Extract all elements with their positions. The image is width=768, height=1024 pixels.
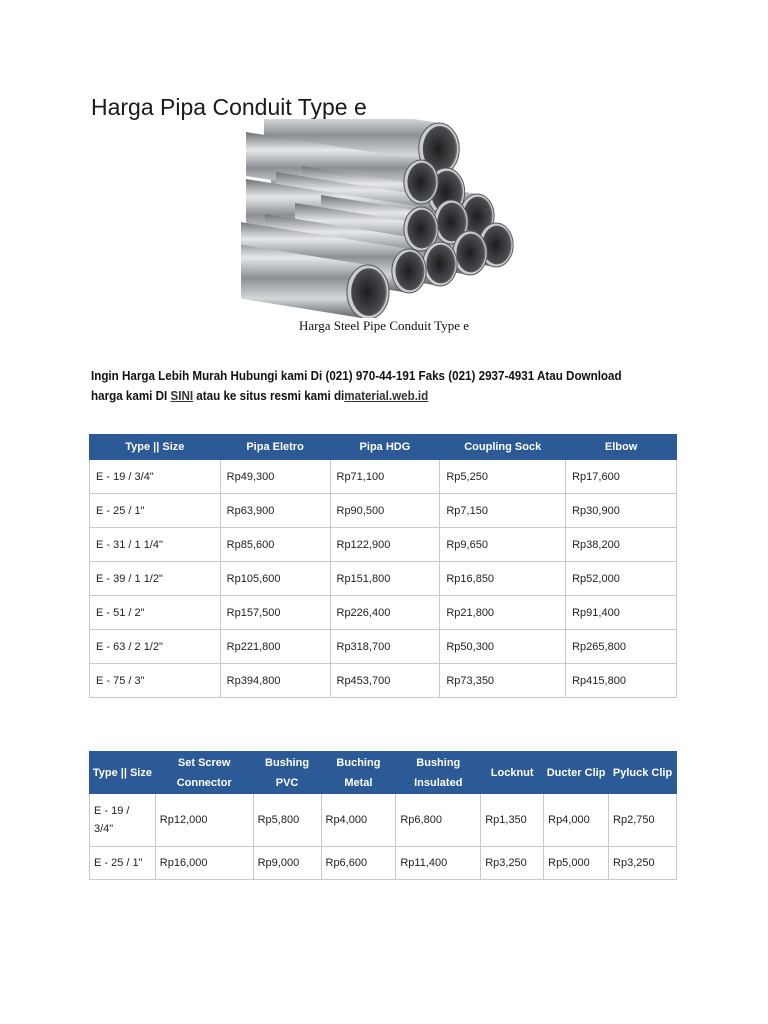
pipe-opening (426, 245, 455, 284)
price-cell: Rp90,500 (330, 494, 440, 528)
price-cell: Rp85,600 (220, 528, 330, 562)
table-row (90, 794, 677, 847)
table-row (90, 494, 677, 528)
pipe-opening (456, 234, 485, 273)
accessory-price-table (89, 751, 677, 880)
size-cell: E - 51 / 2" (90, 596, 221, 630)
table-row (90, 664, 677, 698)
price-cell: Rp7,150 (440, 494, 566, 528)
price-cell: Rp21,800 (440, 596, 566, 630)
table-row (90, 562, 677, 596)
table-row (90, 596, 677, 630)
column-header: Pyluck Clip (609, 752, 677, 794)
price-cell: Rp415,800 (566, 664, 677, 698)
size-cell: E - 19 / 3/4" (90, 794, 156, 847)
price-cell: Rp63,900 (220, 494, 330, 528)
price-cell: Rp49,300 (220, 460, 330, 494)
price-cell: Rp71,100 (330, 460, 440, 494)
price-cell: Rp16,000 (155, 847, 253, 880)
table-row (90, 528, 677, 562)
price-cell: Rp9,000 (253, 847, 321, 880)
table-row (90, 460, 677, 494)
pipe-opening (407, 163, 436, 202)
steel-pipes-image (241, 119, 515, 318)
pipe-opening (351, 268, 387, 316)
image-caption: Harga Steel Pipe Conduit Type e (298, 318, 470, 333)
column-header: Ducter Clip (544, 752, 609, 794)
page-title: Harga Pipa Conduit Type e (91, 94, 367, 120)
column-header: Bushing PVC (253, 752, 321, 794)
column-header: Coupling Sock (440, 435, 566, 460)
column-header: Locknut (481, 752, 544, 794)
column-header: Elbow (566, 435, 677, 460)
price-cell: Rp265,800 (566, 630, 677, 664)
price-cell: Rp3,250 (609, 847, 677, 880)
intro-text: Ingin Harga Lebih Murah Hubungi kami Di (021) 970-44-191 Faks (021) 2937-4931 Atau Download harga kami DI (91, 369, 622, 403)
column-header: Pipa Eletro (220, 435, 330, 460)
table-header-row (90, 435, 677, 460)
price-cell: Rp151,800 (330, 562, 440, 596)
size-cell: E - 75 / 3" (90, 664, 221, 698)
price-cell: Rp318,700 (330, 630, 440, 664)
table-row (90, 630, 677, 664)
intro-text-2: atau ke situs resmi kami di (193, 389, 345, 403)
download-link[interactable]: SINI (170, 389, 194, 403)
price-cell: Rp9,650 (440, 528, 566, 562)
intro-paragraph (91, 366, 640, 406)
price-cell: Rp73,350 (440, 664, 566, 698)
size-cell: E - 63 / 2 1/2" (90, 630, 221, 664)
table-row (90, 847, 677, 880)
price-cell: Rp5,800 (253, 794, 321, 847)
pipe-price-table (89, 434, 677, 698)
column-header: Buching Metal (321, 752, 396, 794)
price-cell: Rp221,800 (220, 630, 330, 664)
price-cell: Rp5,250 (440, 460, 566, 494)
price-cell: Rp12,000 (155, 794, 253, 847)
price-cell: Rp17,600 (566, 460, 677, 494)
table-header-row (90, 752, 677, 794)
price-cell: Rp38,200 (566, 528, 677, 562)
price-cell: Rp16,850 (440, 562, 566, 596)
pipe-opening (407, 210, 436, 249)
price-cell: Rp105,600 (220, 562, 330, 596)
price-cell: Rp11,400 (396, 847, 481, 880)
size-cell: E - 19 / 3/4" (90, 460, 221, 494)
price-cell: Rp52,000 (566, 562, 677, 596)
price-cell: Rp453,700 (330, 664, 440, 698)
price-cell: Rp5,000 (544, 847, 609, 880)
website-link[interactable]: material.web.id (344, 389, 429, 403)
price-cell: Rp3,250 (481, 847, 544, 880)
size-cell: E - 39 / 1 1/2" (90, 562, 221, 596)
price-cell: Rp6,800 (396, 794, 481, 847)
column-header: Pipa HDG (330, 435, 440, 460)
pipe-opening (395, 252, 424, 291)
price-cell: Rp1,350 (481, 794, 544, 847)
price-cell: Rp4,000 (321, 794, 396, 847)
price-cell: Rp50,300 (440, 630, 566, 664)
price-cell: Rp394,800 (220, 664, 330, 698)
size-cell: E - 31 / 1 1/4" (90, 528, 221, 562)
column-header: Type || Size (90, 752, 156, 794)
price-cell: Rp6,600 (321, 847, 396, 880)
price-cell: Rp157,500 (220, 596, 330, 630)
column-header: Set Screw Connector (155, 752, 253, 794)
size-cell: E - 25 / 1" (90, 847, 156, 880)
price-cell: Rp226,400 (330, 596, 440, 630)
column-header: Bushing Insulated (396, 752, 481, 794)
size-cell: E - 25 / 1" (90, 494, 221, 528)
price-cell: Rp122,900 (330, 528, 440, 562)
column-header: Type || Size (90, 435, 221, 460)
price-cell: Rp2,750 (609, 794, 677, 847)
price-cell: Rp91,400 (566, 596, 677, 630)
price-cell: Rp30,900 (566, 494, 677, 528)
price-cell: Rp4,000 (544, 794, 609, 847)
